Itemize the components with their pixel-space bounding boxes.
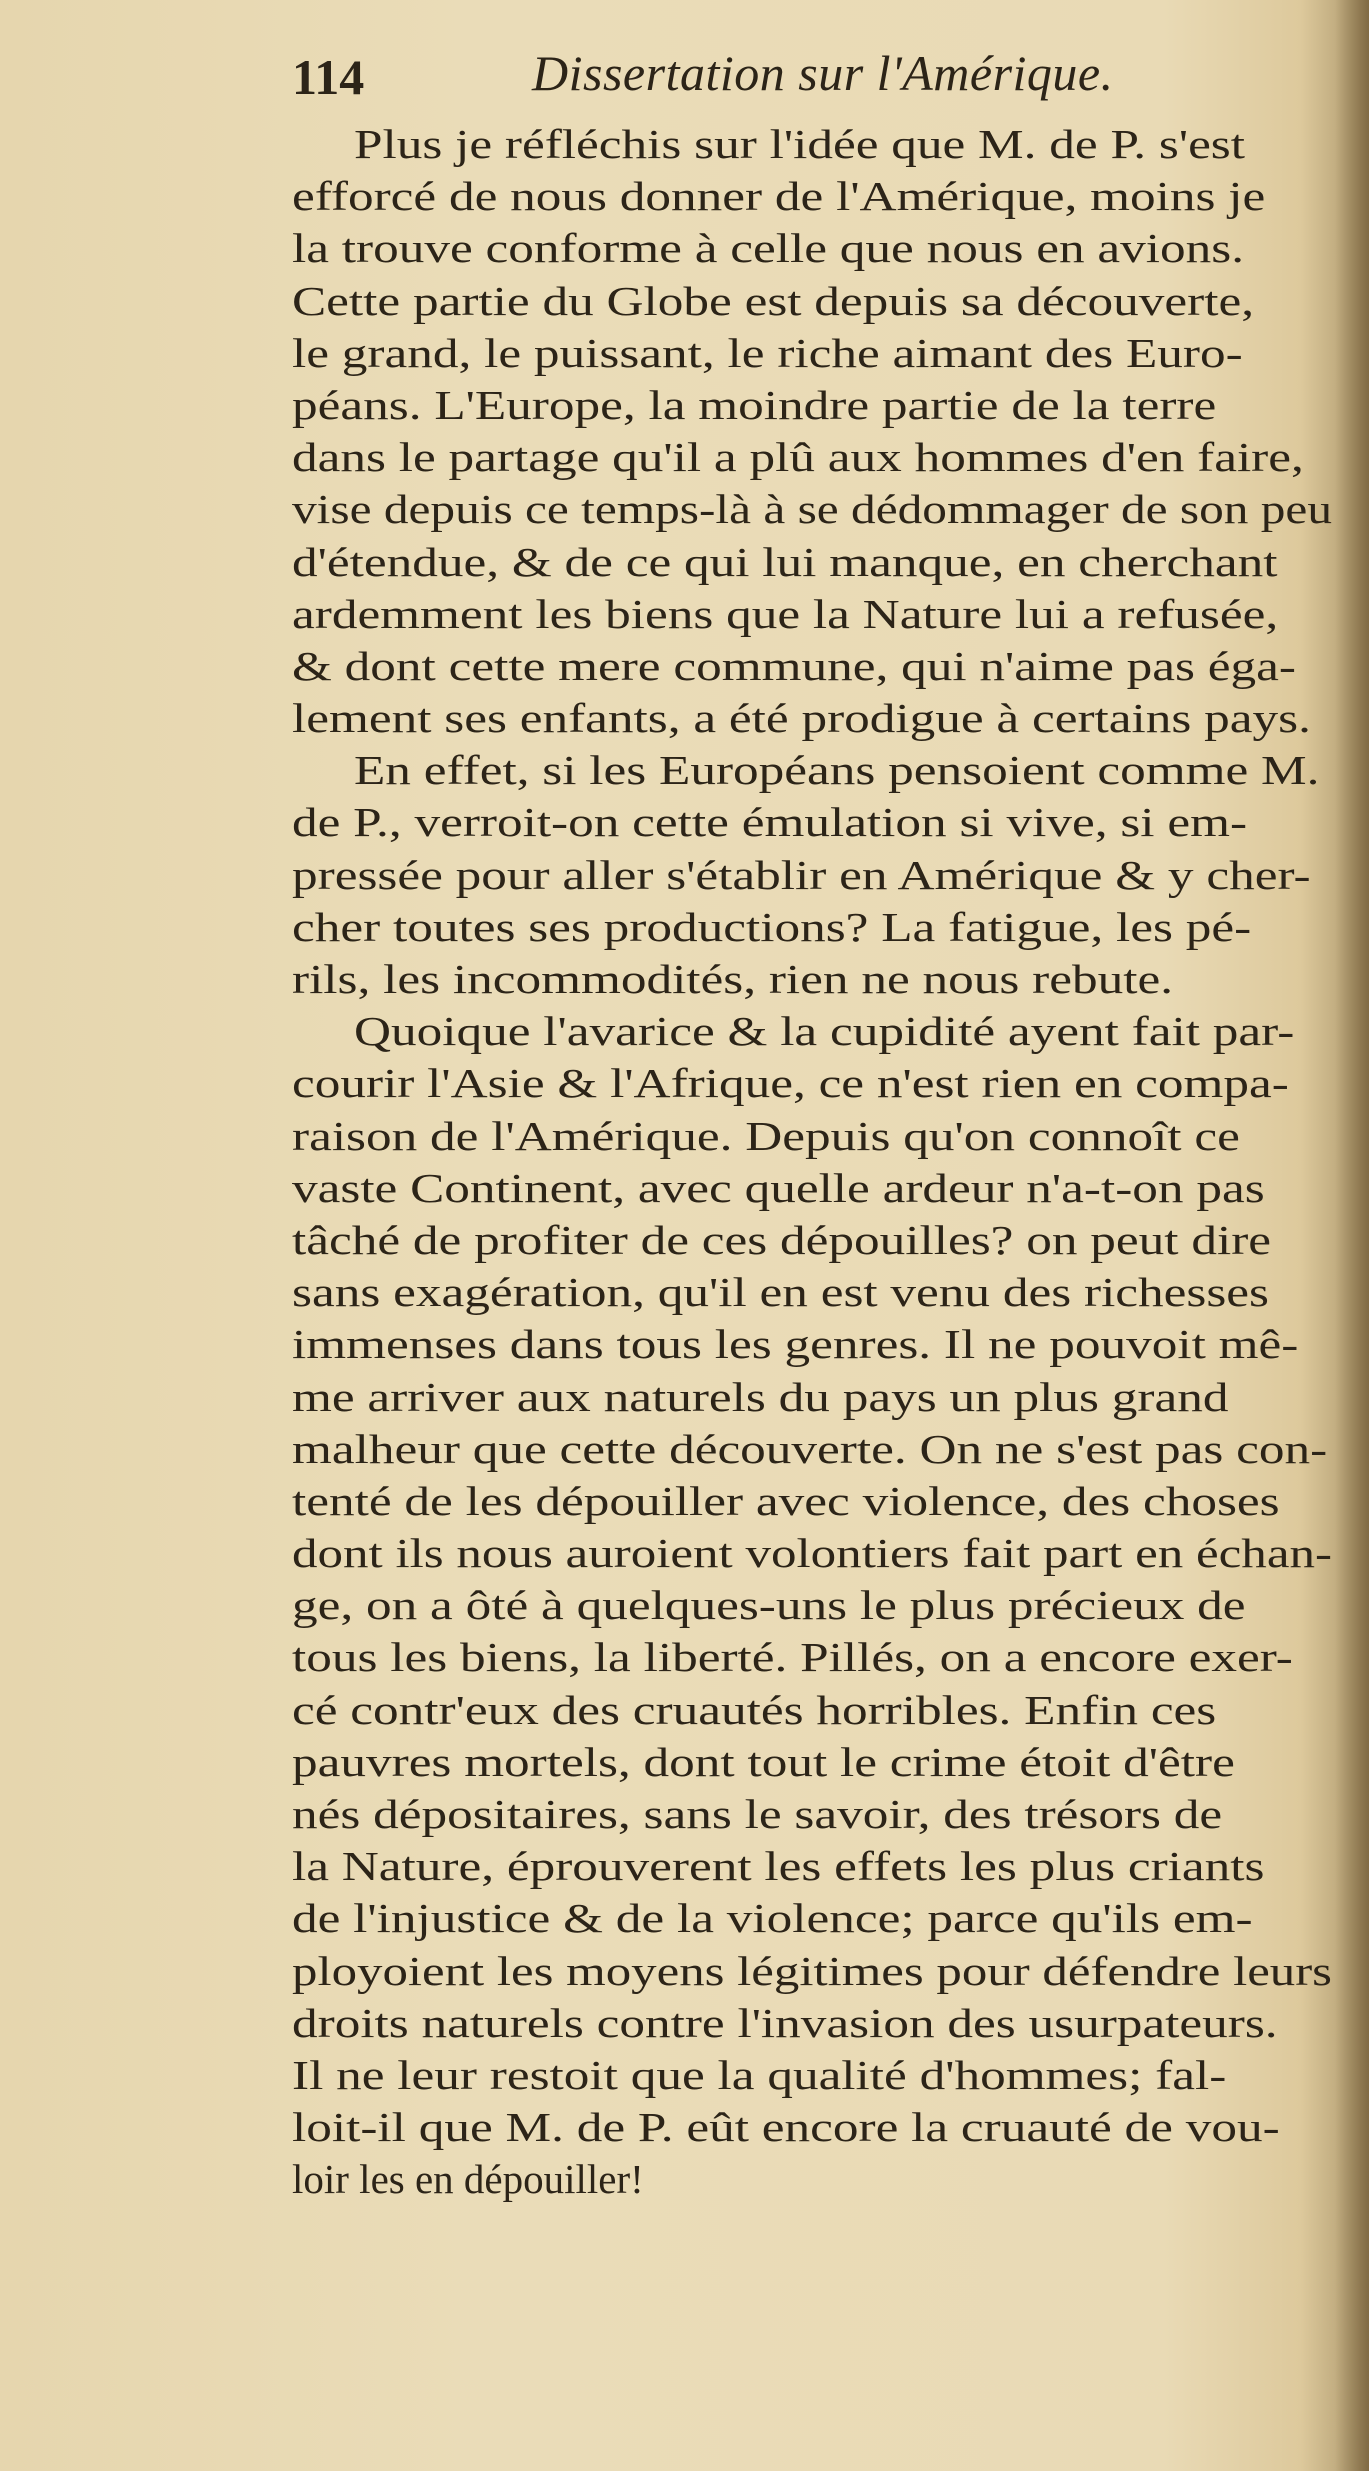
running-title: Dissertation sur l'Amérique. — [532, 45, 1114, 101]
text-line: péans. L'Europe, la moindre partie de la terre — [292, 381, 1217, 428]
text-line: vise depuis ce temps-là à se dédommager de son peu — [292, 486, 1332, 533]
text-line: tous les biens, la liberté. Pillés, on a encore exer- — [292, 1634, 1293, 1681]
text-line: Plus je réfléchis sur l'idée que M. de P. s'est — [354, 121, 1245, 167]
text-line: immenses dans tous les genres. Il ne pouvoit mê- — [292, 1321, 1299, 1368]
text-line: sans exagération, qu'il en est venu des richesses — [292, 1269, 1270, 1316]
text-line: Il ne leur restoit que la qualité d'hommes; fal- — [292, 2051, 1227, 2098]
body-text — [292, 118, 1332, 2206]
page-header — [292, 40, 1312, 110]
text-line: ardemment les biens que la Nature lui a refusée, — [292, 590, 1279, 637]
text-line: de P., verroit-on cette émulation si vive, si em- — [292, 799, 1248, 846]
text-line: lement ses enfants, a été prodigue à certains pays. — [292, 695, 1311, 742]
text-line: droits naturels contre l'invasion des usurpateurs. — [292, 1999, 1278, 2046]
text-line: vaste Continent, avec quelle ardeur n'a-t-on pas — [292, 1164, 1265, 1211]
text-line: le grand, le puissant, le riche aimant des Euro- — [292, 329, 1243, 376]
page-number: 114 — [292, 49, 365, 105]
text-line: d'étendue, & de ce qui lui manque, en cherchant — [292, 538, 1278, 585]
text-line: ge, on a ôté à quelques-uns le plus précieux de — [292, 1582, 1246, 1629]
page-edge-shadow — [1335, 0, 1369, 2471]
text-line: efforcé de nous donner de l'Amérique, moins je — [292, 173, 1266, 220]
text-line: En effet, si les Européans pensoient comme M. — [354, 747, 1320, 794]
text-line: raison de l'Amérique. Depuis qu'on connoît ce — [292, 1112, 1240, 1159]
text-line: ployoient les moyens légitimes pour défendre leurs — [292, 1947, 1332, 1994]
text-line: loir les en dépouiller! — [292, 2156, 644, 2203]
text-line: Cette partie du Globe est depuis sa découverte, — [292, 277, 1255, 324]
text-line: de l'injustice & de la violence; parce qu'ils em- — [292, 1895, 1253, 1942]
text-line: cher toutes ses productions? La fatigue, les pé- — [292, 903, 1252, 950]
text-line: malheur que cette découverte. On ne s'est pas con- — [292, 1425, 1328, 1472]
text-line: tenté de les dépouiller avec violence, des choses — [292, 1477, 1280, 1524]
text-line: nés dépositaires, sans le savoir, des trésors de — [292, 1791, 1223, 1837]
text-line: courir l'Asie & l'Afrique, ce n'est rien en compa- — [292, 1060, 1289, 1107]
text-line: pauvres mortels, dont tout le crime étoit d'être — [292, 1738, 1235, 1785]
text-line: cé contr'eux des cruautés horribles. Enfin ces — [292, 1686, 1217, 1733]
text-line: pressée pour aller s'établir en Amérique & y cher- — [292, 851, 1311, 898]
text-line: & dont cette mere commune, qui n'aime pas éga- — [292, 642, 1296, 689]
text-line: me arriver aux naturels du pays un plus grand — [292, 1373, 1229, 1420]
text-line: loit-il que M. de P. eût encore la cruauté de vou- — [292, 2104, 1280, 2151]
text-line: rils, les incommodités, rien ne nous rebute. — [292, 956, 1174, 1002]
text-line: la trouve conforme à celle que nous en avions. — [292, 225, 1245, 272]
text-line: Quoique l'avarice & la cupidité ayent fait par- — [354, 1008, 1295, 1055]
text-line: dont ils nous auroient volontiers fait part en échan- — [292, 1530, 1332, 1577]
text-line: dans le partage qu'il a plû aux hommes d'en faire, — [292, 434, 1304, 481]
text-line: tâché de profiter de ces dépouilles? on peut dire — [292, 1216, 1272, 1263]
text-line: la Nature, éprouverent les effets les plus criants — [292, 1843, 1265, 1890]
